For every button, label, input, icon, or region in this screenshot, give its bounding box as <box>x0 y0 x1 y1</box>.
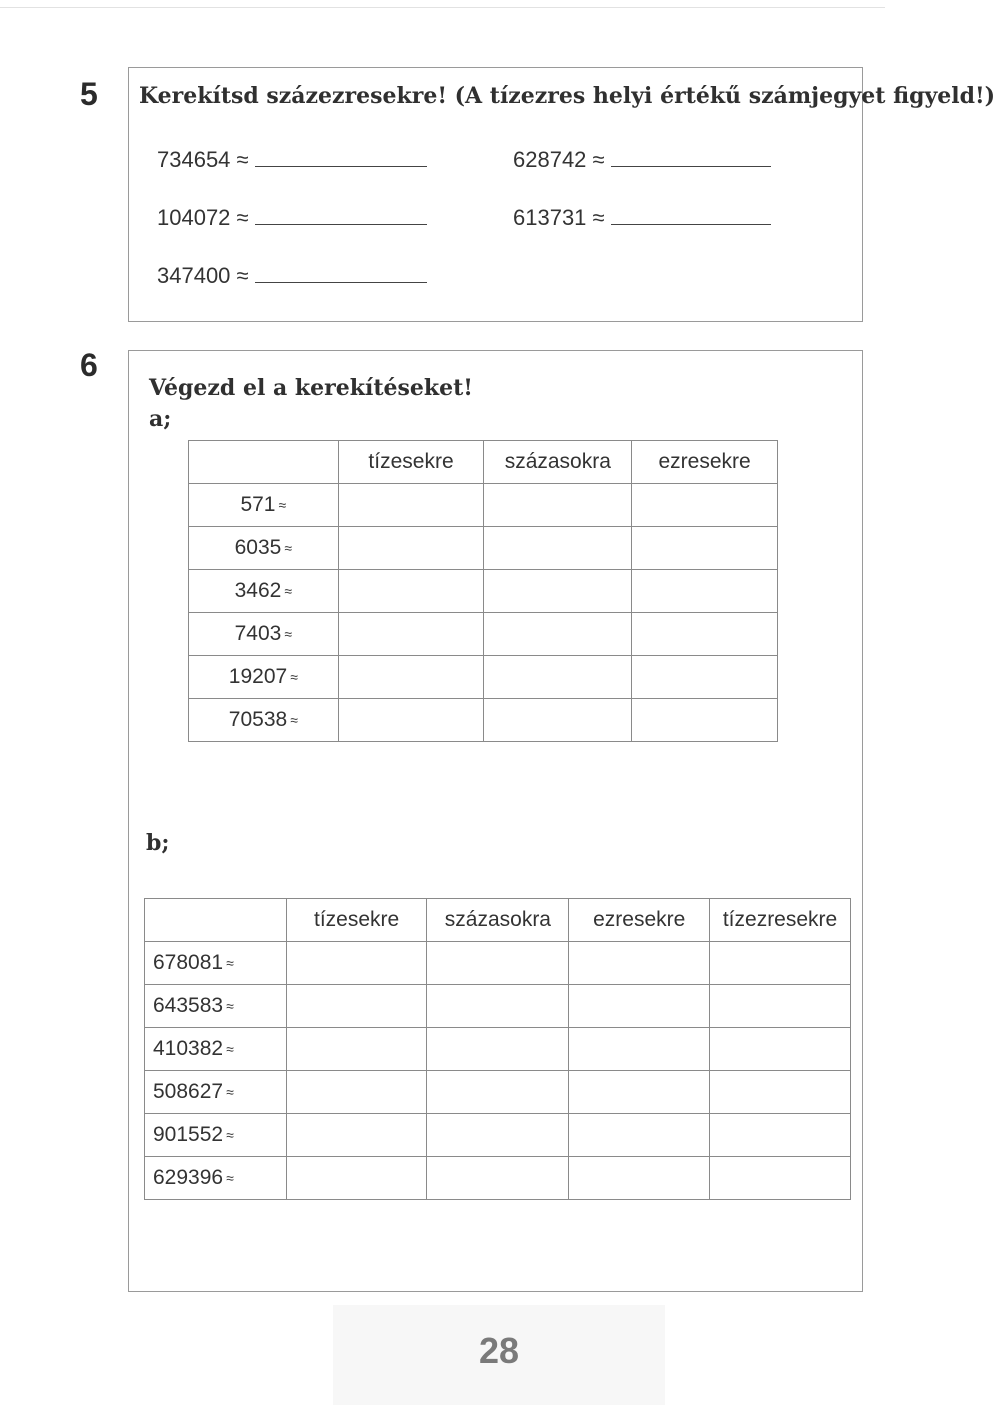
table-a-row <box>189 613 778 656</box>
table-b-row-value: 629396 <box>153 1166 224 1189</box>
table-b-col-header: ezresekre <box>569 899 710 942</box>
table-b-answer-cell[interactable] <box>427 1114 569 1157</box>
table-b-row-label <box>145 942 287 985</box>
approx-symbol: ≈ <box>290 712 298 729</box>
table-a-answer-cell[interactable] <box>632 570 778 613</box>
exercise-6-number: 6 <box>80 347 98 383</box>
table-a-row-value: 6035 <box>234 536 282 559</box>
ex5-item-1 <box>157 146 427 173</box>
table-b-row-value: 410382 <box>153 1037 224 1060</box>
table-b-answer-cell[interactable] <box>710 1028 851 1071</box>
table-b-row-value: 678081 <box>153 951 224 974</box>
approx-symbol: ≈ <box>284 626 293 643</box>
approx-symbol: ≈ <box>284 540 293 557</box>
table-b-row-label <box>145 1028 287 1071</box>
table-a-row-value: 3462 <box>234 579 282 602</box>
table-a-answer-cell[interactable] <box>484 699 632 742</box>
table-a-row-value: 7403 <box>234 622 282 645</box>
table-b <box>144 898 851 1200</box>
table-b-row-value: 508627 <box>153 1080 224 1103</box>
table-a-row <box>189 656 778 699</box>
table-b-answer-cell[interactable] <box>710 1114 851 1157</box>
table-a-col-header: ezresekre <box>632 441 778 484</box>
table-b-answer-cell[interactable] <box>569 985 710 1028</box>
table-a-row-label <box>189 484 339 527</box>
ex5-item-2 <box>513 146 771 173</box>
table-a-row-label <box>189 527 339 570</box>
table-b-row-label <box>145 1114 287 1157</box>
table-b-answer-cell[interactable] <box>710 1071 851 1114</box>
approx-symbol: ≈ <box>290 669 298 686</box>
table-b-answer-cell[interactable] <box>427 1028 569 1071</box>
approx-symbol: ≈ <box>226 1041 234 1058</box>
answer-line[interactable] <box>255 146 427 167</box>
table-a-answer-cell[interactable] <box>632 699 778 742</box>
table-b-answer-cell[interactable] <box>427 1071 569 1114</box>
table-a-row-label <box>189 570 339 613</box>
table-b-row <box>145 1028 851 1071</box>
table-b-answer-cell[interactable] <box>427 942 569 985</box>
table-a-row <box>189 699 778 742</box>
exercise-5-number: 5 <box>80 76 98 112</box>
table-b-row <box>145 942 851 985</box>
table-a-answer-cell[interactable] <box>484 570 632 613</box>
answer-line[interactable] <box>611 146 771 167</box>
table-a-answer-cell[interactable] <box>484 656 632 699</box>
table-a-row-label <box>189 613 339 656</box>
approx-symbol: ≈ <box>226 1127 234 1144</box>
ex5-item-4 <box>513 204 771 231</box>
table-b-answer-cell[interactable] <box>569 1157 710 1200</box>
table-a-answer-cell[interactable] <box>632 484 778 527</box>
table-a-answer-cell[interactable] <box>338 527 484 570</box>
table-a-answer-cell[interactable] <box>338 484 484 527</box>
table-a-header-row <box>189 441 778 484</box>
table-b-answer-cell[interactable] <box>710 985 851 1028</box>
table-b-row-label <box>145 1071 287 1114</box>
answer-line[interactable] <box>255 204 427 225</box>
table-a-answer-cell[interactable] <box>338 699 484 742</box>
table-a-answer-cell[interactable] <box>338 656 484 699</box>
table-a-row <box>189 527 778 570</box>
approx-symbol: ≈ <box>226 998 234 1015</box>
table-b-answer-cell[interactable] <box>427 1157 569 1200</box>
table-b-row <box>145 1114 851 1157</box>
page-number: 28 <box>478 1330 520 1371</box>
table-a-answer-cell[interactable] <box>338 613 484 656</box>
ex5-item-5 <box>157 262 427 289</box>
table-b-col-header: százasokra <box>427 899 569 942</box>
table-a-col-header: százasokra <box>484 441 632 484</box>
table-b-answer-cell[interactable] <box>710 1157 851 1200</box>
approx-symbol: ≈ <box>226 1084 234 1101</box>
part-a-label: a; <box>149 406 172 432</box>
table-b-answer-cell[interactable] <box>569 1114 710 1157</box>
table-a <box>188 440 778 742</box>
table-a-row-value: 70538 <box>228 708 288 731</box>
table-b-row <box>145 1157 851 1200</box>
table-b-answer-cell[interactable] <box>286 942 427 985</box>
table-b-header-row <box>145 899 851 942</box>
ex5-item-value: 347400 ≈ <box>157 263 249 288</box>
table-a-row-label <box>189 699 339 742</box>
table-b-row-label <box>145 985 287 1028</box>
table-a-row <box>189 570 778 613</box>
table-a-answer-cell[interactable] <box>338 570 484 613</box>
table-b-answer-cell[interactable] <box>286 1157 427 1200</box>
table-a-row-value: 571 <box>240 493 276 516</box>
table-b-answer-cell[interactable] <box>286 1114 427 1157</box>
table-a-col-header: tízesekre <box>338 441 484 484</box>
table-a-answer-cell[interactable] <box>484 484 632 527</box>
table-a-row <box>189 484 778 527</box>
table-a-row-label <box>189 656 339 699</box>
table-b-answer-cell[interactable] <box>286 1028 427 1071</box>
ex5-item-value: 613731 ≈ <box>513 205 605 230</box>
table-b-col-header: tízezresekre <box>710 899 851 942</box>
table-b-row <box>145 985 851 1028</box>
answer-line[interactable] <box>611 204 771 225</box>
top-rule <box>0 7 885 8</box>
table-b-answer-cell[interactable] <box>286 985 427 1028</box>
part-b-label: b; <box>146 830 170 856</box>
approx-symbol: ≈ <box>226 1170 234 1187</box>
table-b-corner-cell <box>145 899 287 942</box>
table-a-corner-cell <box>189 441 339 484</box>
table-b-answer-cell[interactable] <box>569 942 710 985</box>
table-b-row <box>145 1071 851 1114</box>
table-b-answer-cell[interactable] <box>427 985 569 1028</box>
approx-symbol: ≈ <box>284 583 293 600</box>
table-a-answer-cell[interactable] <box>632 656 778 699</box>
table-a-answer-cell[interactable] <box>632 613 778 656</box>
approx-symbol: ≈ <box>226 955 234 972</box>
table-b-row-value: 643583 <box>153 994 224 1017</box>
ex5-item-value: 734654 ≈ <box>157 147 249 172</box>
table-a-answer-cell[interactable] <box>632 527 778 570</box>
table-b-row-label <box>145 1157 287 1200</box>
table-a-answer-cell[interactable] <box>484 613 632 656</box>
table-b-answer-cell[interactable] <box>569 1028 710 1071</box>
table-a-answer-cell[interactable] <box>484 527 632 570</box>
ex5-item-value: 628742 ≈ <box>513 147 605 172</box>
table-b-answer-cell[interactable] <box>569 1071 710 1114</box>
exercise-6-instruction: Végezd el a kerekítéseket! <box>149 375 473 401</box>
table-b-col-header: tízesekre <box>286 899 427 942</box>
ex5-item-3 <box>157 204 427 231</box>
ex5-item-value: 104072 ≈ <box>157 205 249 230</box>
table-b-row-value: 901552 <box>153 1123 224 1146</box>
exercise-5-instruction: Kerekítsd százezresekre! (A tízezres helyi értékű számjegyet figyeld!) <box>139 83 995 109</box>
answer-line[interactable] <box>255 262 427 283</box>
table-b-answer-cell[interactable] <box>710 942 851 985</box>
table-b-answer-cell[interactable] <box>286 1071 427 1114</box>
table-a-row-value: 19207 <box>228 665 288 688</box>
approx-symbol: ≈ <box>278 497 287 514</box>
